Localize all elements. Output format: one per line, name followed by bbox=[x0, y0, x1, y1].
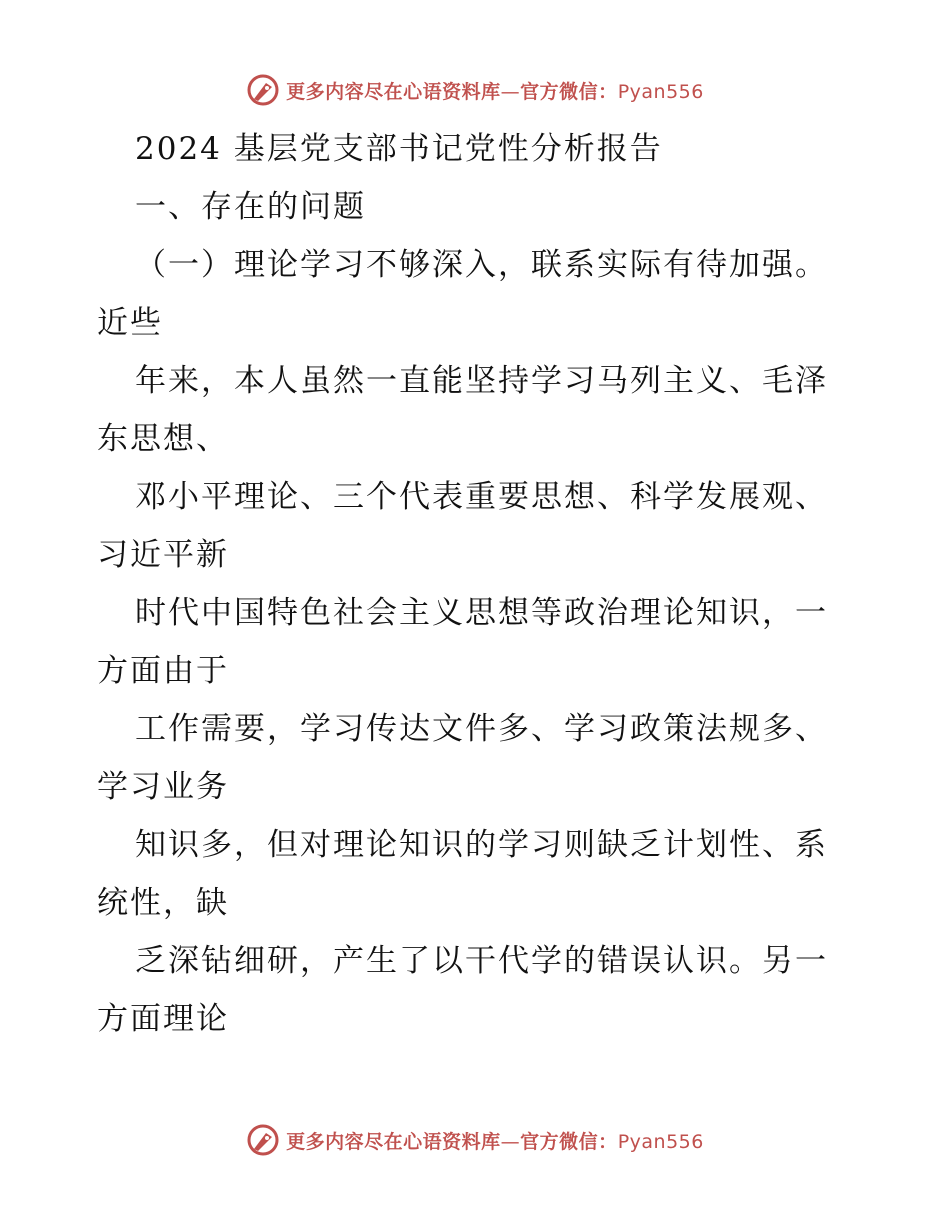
watermark-brand: 更多内容尽在心语资料库 bbox=[286, 1130, 501, 1153]
paragraph-line: 习近平新 bbox=[97, 537, 229, 573]
watermark-separator: — bbox=[500, 80, 521, 103]
pen-nib-icon bbox=[246, 1123, 280, 1157]
pen-nib-icon bbox=[246, 73, 280, 107]
paragraph-line: 乏深钻细研，产生了以干代学的错误认识。另一 bbox=[135, 943, 828, 979]
watermark-text bbox=[286, 77, 704, 104]
paragraph-line: 学习业务 bbox=[97, 769, 229, 805]
watermark-separator: — bbox=[500, 1130, 521, 1153]
watermark-contact: 官方微信： bbox=[520, 80, 618, 103]
paragraph-line: 时代中国特色社会主义思想等政治理论知识，一 bbox=[135, 595, 828, 631]
paragraph-line: （一）理论学习不够深入，联系实际有待加强。 bbox=[135, 247, 828, 283]
document-body bbox=[97, 120, 857, 1048]
paragraph-line: 工作需要，学习传达文件多、学习政策法规多、 bbox=[135, 711, 828, 747]
paragraph-line: 统性，缺 bbox=[97, 885, 229, 921]
paragraph-line: 知识多，但对理论知识的学习则缺乏计划性、系 bbox=[135, 827, 828, 863]
paragraph-line: 方面由于 bbox=[97, 653, 229, 689]
paragraph-line: 近些 bbox=[97, 305, 163, 341]
watermark-handle: Pyan556 bbox=[617, 1130, 704, 1153]
section-heading: 一、存在的问题 bbox=[135, 189, 366, 225]
watermark-text bbox=[286, 1127, 704, 1154]
paragraph-line: 邓小平理论、三个代表重要思想、科学发展观、 bbox=[135, 479, 828, 515]
watermark-handle: Pyan556 bbox=[617, 80, 704, 103]
header-watermark bbox=[0, 70, 950, 110]
paragraph-line: 方面理论 bbox=[97, 1001, 229, 1037]
paragraph-line: 东思想、 bbox=[97, 421, 229, 457]
watermark-brand: 更多内容尽在心语资料库 bbox=[286, 80, 501, 103]
footer-watermark bbox=[0, 1120, 950, 1160]
watermark-contact: 官方微信： bbox=[520, 1130, 618, 1153]
document-title: 2024 基层党支部书记党性分析报告 bbox=[135, 131, 663, 167]
paragraph-line: 年来，本人虽然一直能坚持学习马列主义、毛泽 bbox=[135, 363, 828, 399]
